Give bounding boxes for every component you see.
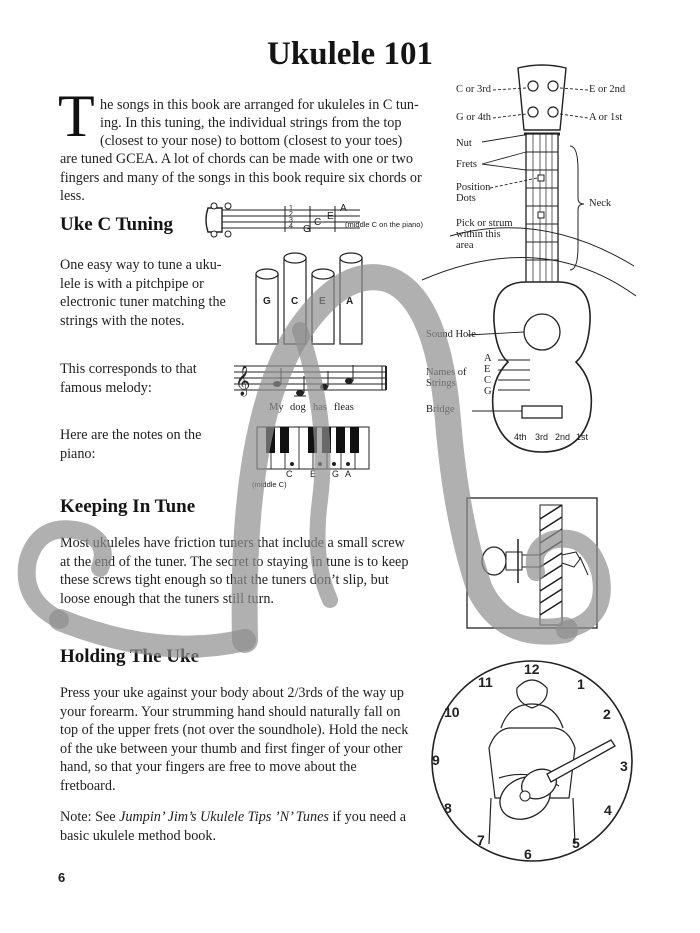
piano-label-e: E [310, 469, 317, 479]
string-number-4th: 4th [514, 432, 527, 442]
melody-staff [230, 360, 390, 404]
label-names-of: Names of [426, 367, 467, 378]
page-number: 6 [58, 870, 66, 885]
pitchpipe-note-a: A [346, 296, 354, 307]
holding-paragraph: Press your uke against your body about 2/3rds of the way up your forearm. Your strumming hand should naturally fall on top of the upper frets (not over the soundhole). Hold the neck of the uke between your thumb and first finger of your other hand, so that your fingers are free to move about the fretboard. [60, 685, 409, 794]
pitchpipe-note-c: C [291, 296, 299, 307]
label-pick-line-3: area [456, 240, 474, 251]
clock-number-9: 9 [432, 752, 440, 768]
label-neck: Neck [589, 198, 612, 209]
clock-number-1: 1 [577, 676, 585, 692]
fret-number-2: 2 [289, 211, 293, 218]
melody-word-my: My [269, 402, 284, 413]
label-c-or-3rd: C or 3rd [456, 84, 491, 95]
fretboard-note-e: E [327, 211, 334, 222]
label-frets: Frets [456, 159, 477, 170]
fret-number-4: 4 [289, 223, 293, 230]
label-position: Position [456, 182, 491, 193]
piano-middle-c: (middle C) [252, 480, 287, 489]
string-number-1st: 1st [576, 432, 589, 442]
note-prefix: Note: See [60, 809, 120, 825]
clock-number-10: 10 [444, 704, 460, 720]
label-nut: Nut [456, 138, 472, 149]
piano-paragraph: Here are the notes on the piano: [60, 427, 202, 462]
keeping-paragraph: Most ukuleles have friction tuners that include a small screw at the end of the tuner. The secret to staying in tune is to keep these screws tight enough so that the tuners don’t slip, but loose enough that the tuners still turn. [60, 535, 409, 607]
string-number-3rd: 3rd [535, 432, 549, 442]
note-suffix: if you need a basic ukulele method book. [60, 809, 407, 844]
clock-number-3: 3 [620, 758, 628, 774]
clock-number-5: 5 [572, 835, 580, 851]
string-letter-a: A [484, 353, 492, 364]
label-pick-line-2: within this [456, 229, 501, 240]
label-dots: Dots [456, 193, 476, 204]
label-sound-hole: Sound Hole [426, 329, 476, 340]
heading-uke-c-tuning: Uke C Tuning [60, 214, 174, 235]
heading-keeping-in-tune: Keeping In Tune [60, 496, 196, 517]
intro-line-3: (closest to your nose) to bottom (closest to your toes) [100, 133, 403, 149]
string-number-2nd: 2nd [555, 432, 571, 442]
clock-number-12: 12 [524, 661, 540, 677]
piano-label-c: C [286, 469, 293, 479]
melody-paragraph: This corresponds to that famous melody: [60, 361, 197, 396]
heading-holding-the-uke: Holding The Uke [60, 646, 200, 667]
label-e-or-2nd: E or 2nd [589, 84, 626, 95]
fretboard-note-c: C [314, 217, 322, 228]
label-strings: Strings [426, 378, 456, 389]
tuning-paragraph: One easy way to tune a uku-lele is with a pitchpipe or electronic tuner matching the strings with the notes. [60, 257, 226, 329]
clock-number-4: 4 [604, 802, 612, 818]
clock-number-7: 7 [477, 832, 485, 848]
svg-text:𝄞: 𝄞 [235, 366, 251, 396]
clock-number-2: 2 [603, 706, 611, 722]
fret-number-1: 1 [289, 205, 293, 212]
tuner-illustration [466, 497, 598, 629]
fret-number-3: 3 [289, 217, 293, 224]
fretboard-note-a: A [340, 203, 347, 214]
intro-line-2: ing. In this tuning, the individual strings from the top [100, 115, 402, 131]
label-pick-line-1: Pick or strum [456, 218, 513, 229]
piano-keyboard [256, 426, 370, 472]
label-g-or-4th: G or 4th [456, 112, 491, 123]
label-bridge: Bridge [426, 404, 455, 415]
piano-label-a: A [345, 469, 352, 479]
method-book-note [60, 808, 412, 845]
pitchpipe-note-e: E [319, 296, 326, 307]
holding-clock-illustration [429, 658, 635, 864]
clock-number-11: 11 [478, 674, 493, 690]
melody-word-fleas: fleas [334, 402, 354, 413]
piano-label-g: G [332, 469, 340, 479]
drop-cap: T [58, 83, 95, 149]
clock-number-8: 8 [444, 800, 452, 816]
middle-c-note: (middle C on the piano) [345, 220, 423, 229]
clock-number-6: 6 [524, 846, 532, 862]
label-a-or-1st: A or 1st [589, 112, 623, 123]
melody-word-has: has [313, 402, 327, 413]
intro-rest: are tuned GCEA. A lot of chords can be made with one or two fingers and many of the songs in this book require six chords or less. [60, 151, 422, 205]
pitchpipe-note-g: G [263, 296, 271, 307]
string-letter-g: G [484, 386, 492, 397]
fretboard-note-g: G [303, 224, 311, 235]
string-letter-e: E [484, 364, 491, 375]
string-letter-c: C [484, 375, 492, 386]
intro-line-1: he songs in this book are arranged for ukuleles in C tun- [100, 97, 419, 113]
page-title: Ukulele 101 [267, 36, 433, 72]
note-book-title: Jumpin’ Jim’s Ukulele Tips ’N’ Tunes [119, 809, 329, 825]
melody-word-dog: dog [290, 402, 306, 413]
